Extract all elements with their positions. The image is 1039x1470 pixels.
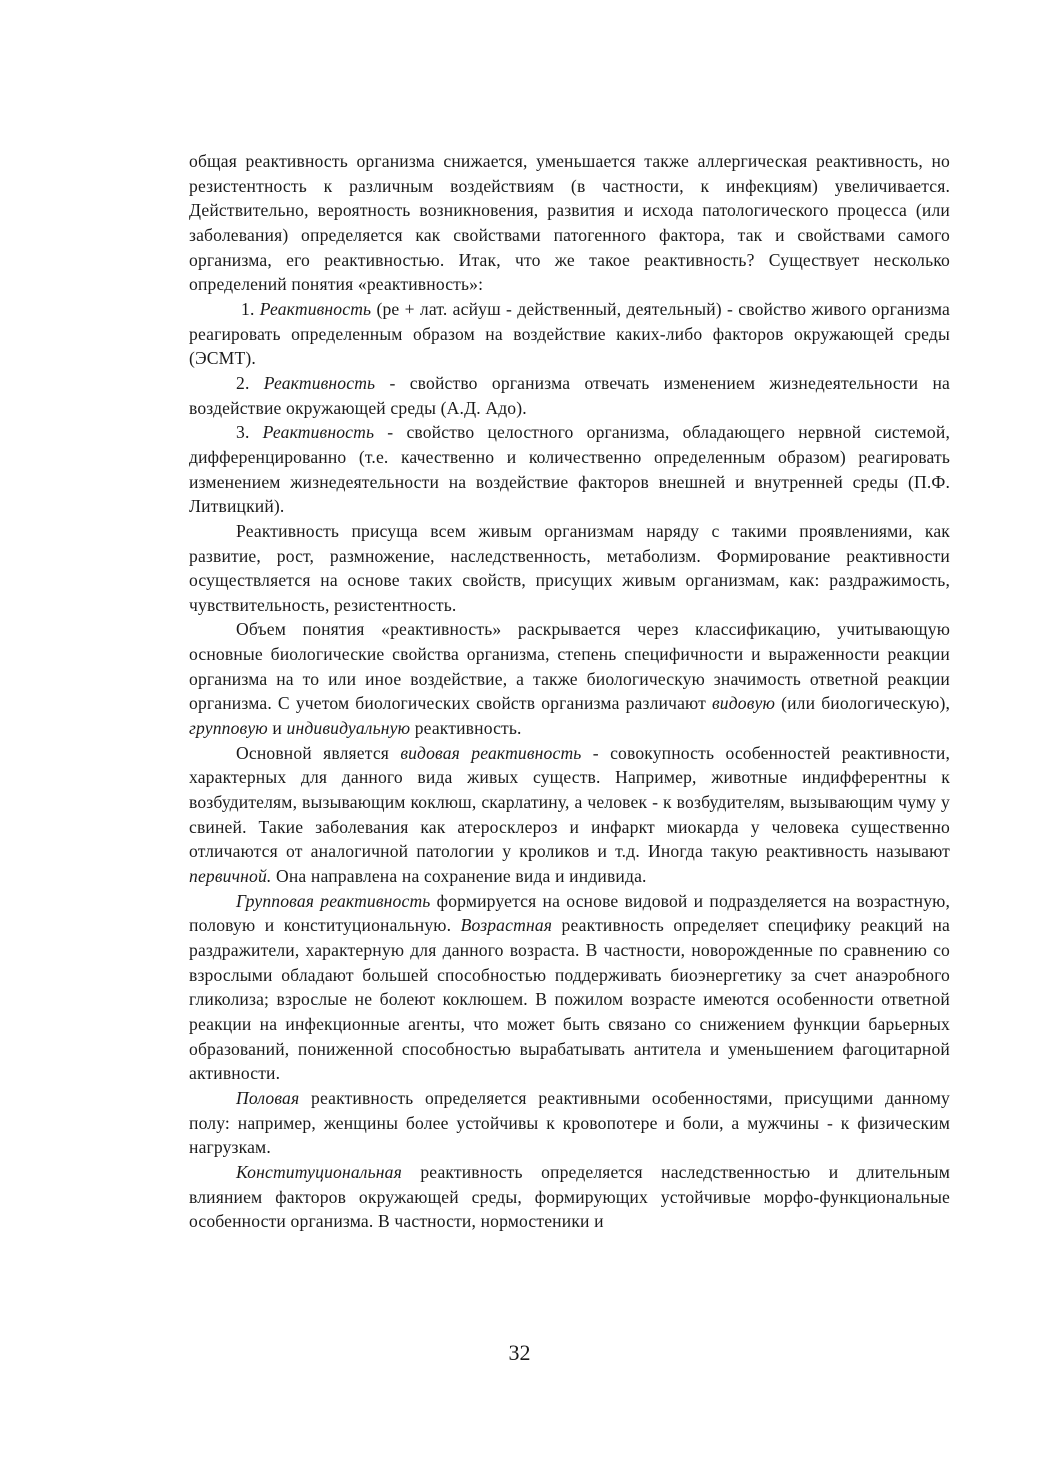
paragraph-classification bbox=[189, 617, 950, 740]
text-run: (ре + лат. асйуш - действенный, деятельный) - свойство живого организма реагировать определенным образом на воздействие каких-либо факторов окружающей среды (ЭСМТ). bbox=[189, 298, 951, 369]
italic-term: видовую bbox=[712, 693, 776, 714]
text-run: общая реактивность организма снижается, уменьшается также аллергическая реактивность, но резистентность к различным воздействиям (в частности, к инфекциям) увеличивается. Действительно, вероятность возникновения, развития и исхода патологического процесса (или заболевания) определяется как свойствами патогенного фактора, так и свойствами самого организма, его реактивностью. Итак, что же такое реактивность? Существует несколько определений понятия «реактивность»: bbox=[189, 151, 950, 295]
text-run: 1. bbox=[241, 298, 260, 319]
paragraph-reactivity-properties bbox=[189, 519, 950, 618]
text-run: Реактивность присуща всем живым организмам наряду с такими проявлениями, как развитие, рост, размножение, наследственность, метаболизм. Формирование реактивности осуществляется на основе таких свойств, присущих живым организмам, как: раздражимость, чувствительность, резистентность. bbox=[189, 520, 950, 615]
paragraph-intro bbox=[189, 149, 950, 297]
paragraph-constitutional-reactivity bbox=[189, 1160, 950, 1234]
italic-term: Конституциональная bbox=[236, 1161, 402, 1182]
text-run: реактивность определяется реактивными особенностями, присущими данному полу: например, женщины более устойчивы к кровопотере и боли, а мужчины - к физическим нагрузкам. bbox=[189, 1087, 950, 1158]
definition-1 bbox=[189, 297, 950, 371]
italic-term: Реактивность bbox=[259, 298, 372, 319]
text-run: формируется на основе видовой и подразделяется на возрастную, половую и конституциональную. bbox=[189, 890, 950, 936]
text-run: Объем понятия «реактивность» раскрывается через классификацию, учитывающую основные биологические свойства организма, степень специфичности и выраженности реакции организма на то или иное воздействие, а также биологическую значимость ответной реакции организма. С учетом биологических свойств организма различают bbox=[189, 619, 950, 714]
text-run: реактивность определяет специфику реакций на раздражители, характерную для данного возраста. В частности, новорожденные по сравнению со взрослыми обладают большей способностью поддерживать биоэнергетику за счет анаэробного гликолиза; взрослые не болеют коклюшем. В пожилом возрасте имеются особенности ответной реакции на инфекционные агенты, что может быть связано со снижением функции барьерных образований, пониженной способностью вырабатывать антитела и уменьшением фагоцитарной активности. bbox=[189, 915, 950, 1084]
text-run: Она направлена на сохранение вида и индивида. bbox=[271, 866, 647, 887]
text-run: реактивность определяется наследственностью и длительным влиянием факторов окружающей среды, формирующих устойчивые морфо-функциональные особенности организма. В частности, нормостеники и bbox=[189, 1161, 950, 1232]
page-number: 32 bbox=[508, 1340, 531, 1365]
text-run: 2. bbox=[236, 372, 264, 393]
text-run: 3. bbox=[236, 422, 263, 443]
text-run: и bbox=[267, 718, 287, 739]
text-run: Основной является bbox=[236, 742, 401, 763]
text-run: - свойство целостного организма, обладающего нервной системой, дифференцированно (т.е. качественно и количественно определенным образом) реагировать изменением жизнедеятельности на воздействие факторов внешней и внутренней среды (П.Ф. Литвицкий). bbox=[189, 422, 950, 517]
paragraph-species-reactivity bbox=[189, 741, 950, 889]
italic-term: видовая реактивность bbox=[400, 742, 582, 763]
italic-term: Реактивность bbox=[263, 372, 376, 393]
text-run: реактивность. bbox=[410, 718, 522, 739]
italic-term: Половая bbox=[236, 1087, 300, 1108]
definition-2 bbox=[189, 371, 950, 420]
text-run: - свойство организма отвечать изменением жизнедеятельности на воздействие окружающей среды (А.Д. Адо). bbox=[189, 372, 950, 418]
definition-3 bbox=[189, 420, 950, 519]
italic-term: Групповая реактивность bbox=[236, 890, 431, 911]
text-run: (или биологическую), bbox=[775, 693, 951, 714]
paragraph-group-reactivity bbox=[189, 889, 950, 1086]
paragraph-sex-reactivity bbox=[189, 1086, 950, 1160]
italic-term: Возрастная bbox=[460, 915, 553, 936]
italic-term: Реактивность bbox=[262, 422, 375, 443]
body-text bbox=[189, 149, 950, 1234]
text-run: - совокупность особенностей реактивности, характерных для данного вида живых существ. Например, животные индифферентны к возбудителям, вызывающим коклюш, скарлатину, а человек - к возбудителям, вызывающим чуму у свиней. Такие заболевания как атеросклероз и инфаркт миокарда у человека существенно отличаются от аналогичной патологии у кроликов и т.д. Иногда такую реактивность называют bbox=[189, 742, 950, 862]
italic-term: групповую bbox=[189, 718, 268, 739]
italic-term: первичной. bbox=[189, 866, 272, 887]
italic-term: индивидуальную bbox=[286, 718, 411, 739]
